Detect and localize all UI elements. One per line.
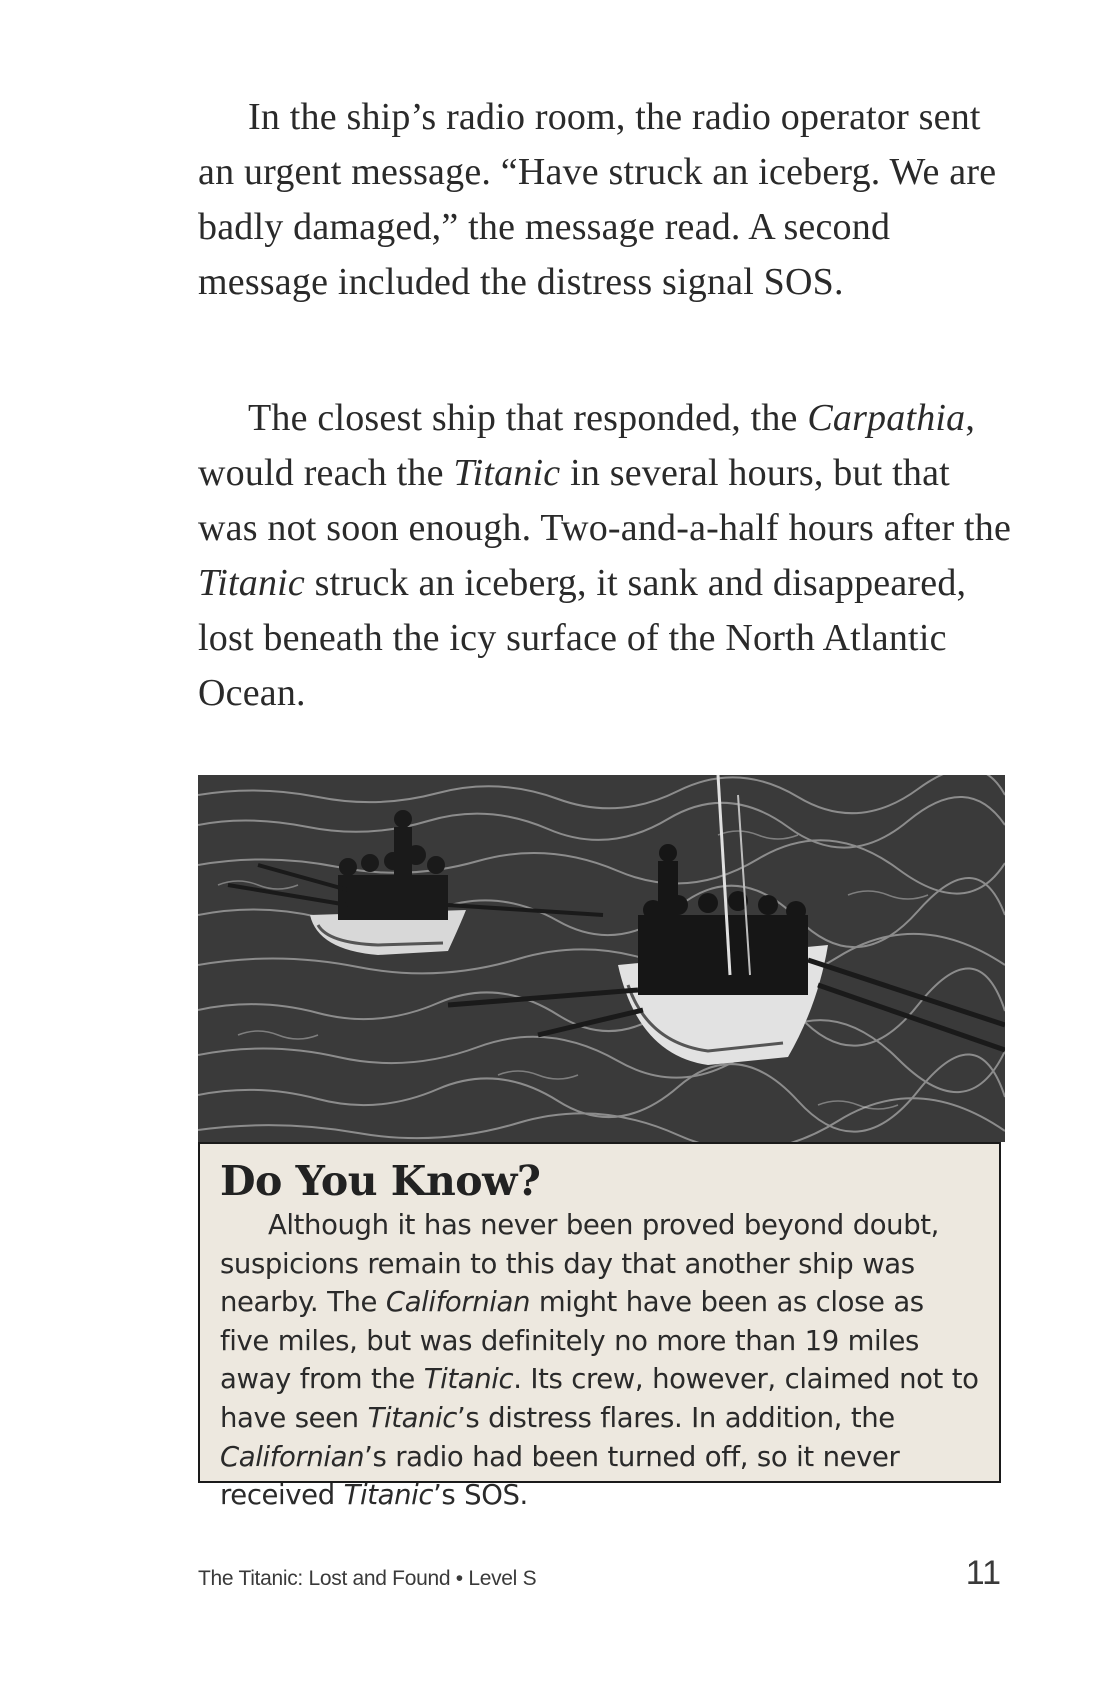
callout-heading: Do You Know? bbox=[220, 1157, 541, 1205]
paragraph-carpathia bbox=[198, 391, 1013, 721]
ship-name-titanic: Titanic bbox=[423, 1363, 514, 1396]
do-you-know-callout bbox=[198, 1142, 1001, 1512]
text-segment: ’s distress flares. In addition, the bbox=[457, 1401, 895, 1434]
ship-name-titanic: Titanic bbox=[198, 562, 305, 604]
lifeboats-photo-illustration bbox=[198, 775, 1005, 1142]
callout-body bbox=[220, 1206, 981, 1515]
ship-name-titanic: Titanic bbox=[453, 452, 561, 494]
text-segment: in several hours, but that was not soon enough. Two-and-a-half hours after the bbox=[198, 452, 1012, 549]
text-segment: struck an iceberg, it sank and disappeared, lost beneath the icy surface of the North Atlantic Ocean. bbox=[198, 562, 967, 714]
text-segment: Although it has never been proved beyond doubt, suspicions remain to this day that another ship was nearby. The bbox=[220, 1209, 939, 1319]
page-number: 11 bbox=[965, 1554, 1001, 1592]
text-segment: might have been as close as five miles, but was definitely no more than 19 miles away from the bbox=[220, 1286, 924, 1396]
text-segment: , would reach the bbox=[198, 397, 976, 494]
ship-name-titanic: Titanic bbox=[367, 1401, 458, 1434]
paragraph-radio-room-text: In the ship’s radio room, the radio operator sent an urgent message. “Have struck an iceberg. We are badly damaged,” the message read. A second message included the distress signal SOS. bbox=[198, 96, 997, 303]
ship-name-californian: Californian bbox=[220, 1440, 365, 1473]
paragraph-radio-room bbox=[198, 90, 1013, 310]
text-segment: . Its crew, however, claimed not to have seen bbox=[220, 1363, 979, 1434]
text-segment: ’s SOS. bbox=[433, 1479, 528, 1512]
lifeboats-photo bbox=[198, 775, 1005, 1142]
ship-name-titanic: Titanic bbox=[343, 1479, 434, 1512]
ship-name-carpathia: Carpathia bbox=[807, 397, 966, 439]
footer-book-title: The Titanic: Lost and Found • Level S bbox=[198, 1567, 537, 1590]
text-segment: ’s radio had been turned off, so it never received bbox=[220, 1440, 900, 1512]
text-segment: The closest ship that responded, the bbox=[248, 397, 808, 439]
ship-name-californian: Californian bbox=[385, 1286, 530, 1319]
